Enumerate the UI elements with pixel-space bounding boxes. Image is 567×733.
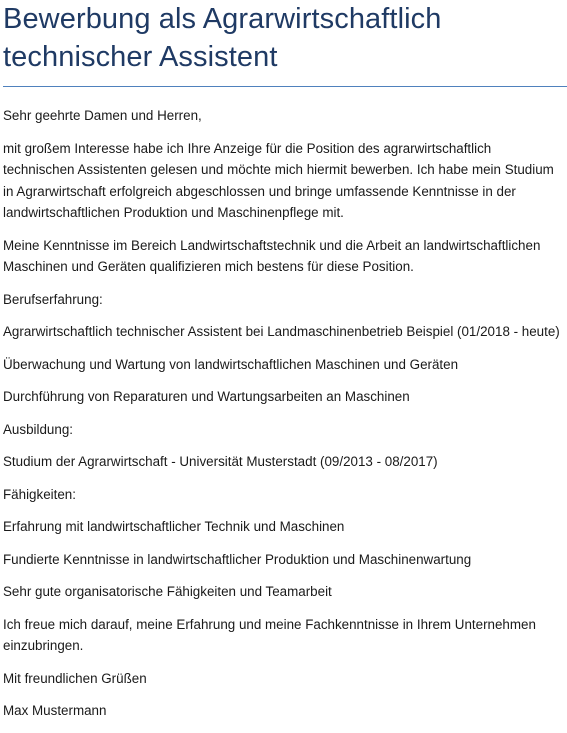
title-line-1: Bewerbung als Agrarwirtschaftlich: [3, 3, 442, 35]
letter-body: [3, 105, 564, 722]
skill-item: Sehr gute organisatorische Fähigkeiten und Teamarbeit: [3, 584, 332, 599]
salutation: Sehr geehrte Damen und Herren,: [3, 108, 202, 123]
section-heading-education: Ausbildung:: [3, 421, 73, 437]
intro-paragraph: mit großem Interesse habe ich Ihre Anzeige für die Position des agrarwirtschaftlich technischen Assistenten gelesen und möchte mich hiermit bewerben. Ich habe mein Studium in Agrarwirtschaft erfolgreich abgeschlossen und bringe umfassende Kenntnisse in der landwirtschaftlichen Produktion und Maschinenpflege mit.: [3, 140, 554, 220]
skill-item: Erfahrung mit landwirtschaftlicher Technik und Maschinen: [3, 519, 345, 534]
education-item: Studium der Agrarwirtschaft - Universität Musterstadt (09/2013 - 08/2017): [3, 454, 438, 469]
document-title: [3, 0, 564, 76]
valediction: Mit freundlichen Grüßen: [3, 670, 147, 686]
experience-item: Überwachung und Wartung von landwirtschaftlichen Maschinen und Geräten: [3, 356, 459, 372]
experience-item: Agrarwirtschaftlich technischer Assistent bei Landmaschinenbetrieb Beispiel (01/2018 - heute): [3, 324, 560, 339]
qualification-paragraph: Meine Kenntnisse im Bereich Landwirtschaftstechnik und die Arbeit an landwirtschaftlichen Maschinen und Geräten qualifizieren mich bestens für diese Position.: [3, 237, 541, 274]
title-line-2: technischer Assistent: [3, 41, 278, 73]
section-heading-experience: Berufserfahrung:: [3, 291, 103, 307]
closing-paragraph: Ich freue mich darauf, meine Erfahrung und meine Fachkenntnisse in Ihrem Unternehmen einzubringen.: [3, 616, 536, 653]
signature-name: Max Mustermann: [3, 703, 107, 718]
skill-item: Fundierte Kenntnisse in landwirtschaftlicher Produktion und Maschinenwartung: [3, 551, 472, 567]
experience-item: Durchführung von Reparaturen und Wartungsarbeiten an Maschinen: [3, 389, 410, 404]
document-page: [3, 0, 564, 733]
section-heading-skills: Fähigkeiten:: [3, 486, 76, 502]
title-divider: [3, 86, 567, 87]
